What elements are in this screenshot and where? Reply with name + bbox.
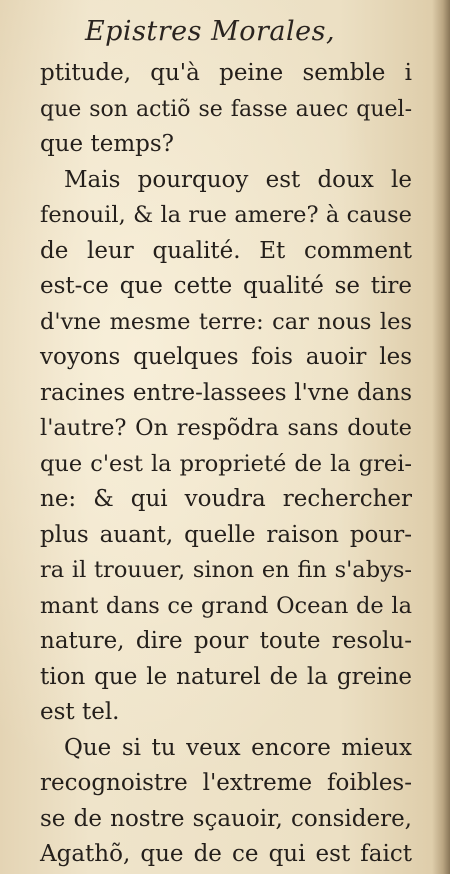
text-line: voyons quelques fois auoir les: [40, 344, 412, 370]
text-line: que son actiõ se fasse auec quel-: [40, 96, 412, 122]
text-line: ptitude, qu'à peine semble i: [40, 60, 412, 86]
text-line: que c'est la proprieté de la grei-: [40, 450, 412, 477]
text-line: fenouil, & la rue amere? à cause: [40, 202, 412, 228]
text-line: se de nostre sçauoir, considere,: [40, 805, 412, 832]
text-line: Agathõ, que de ce qui est faict: [40, 841, 412, 867]
paragraph-1: [40, 56, 412, 163]
text-line: l'autre? On respõdra sans doute: [40, 415, 412, 441]
text-line: Que si tu veux encore mieux: [64, 734, 412, 761]
text-line: mant dans ce grand Ocean de la: [40, 592, 412, 619]
text-line: nature, dire pour toute resolu-: [40, 628, 412, 654]
text-line: de leur qualité. Et comment: [40, 237, 412, 264]
page-gutter-shadow: [432, 0, 450, 874]
text-line: est-ce que cette qualité se tire: [40, 273, 412, 299]
paragraph-2: [40, 163, 412, 731]
text-line: ne: & qui voudra rechercher: [40, 486, 412, 512]
text-line: Mais pourquoy est doux le: [64, 166, 412, 193]
running-head: Epistres Morales,: [84, 16, 336, 47]
text-line: plus auant, quelle raison pour-: [40, 521, 412, 548]
text-line: racines entre-lassees l'vne dans: [40, 379, 412, 406]
text-line: ra il trouuer, sinon en fin s'abys-: [40, 557, 412, 583]
paragraph-3: [40, 731, 412, 873]
text-line: est tel.: [40, 699, 120, 725]
body-text: [40, 56, 412, 873]
text-line: recognoistre l'extreme foibles-: [40, 770, 412, 796]
text-line: d'vne mesme terre: car nous les: [40, 308, 412, 335]
text-line: tion que le naturel de la greine: [40, 663, 412, 690]
text-line: que temps?: [40, 131, 174, 157]
